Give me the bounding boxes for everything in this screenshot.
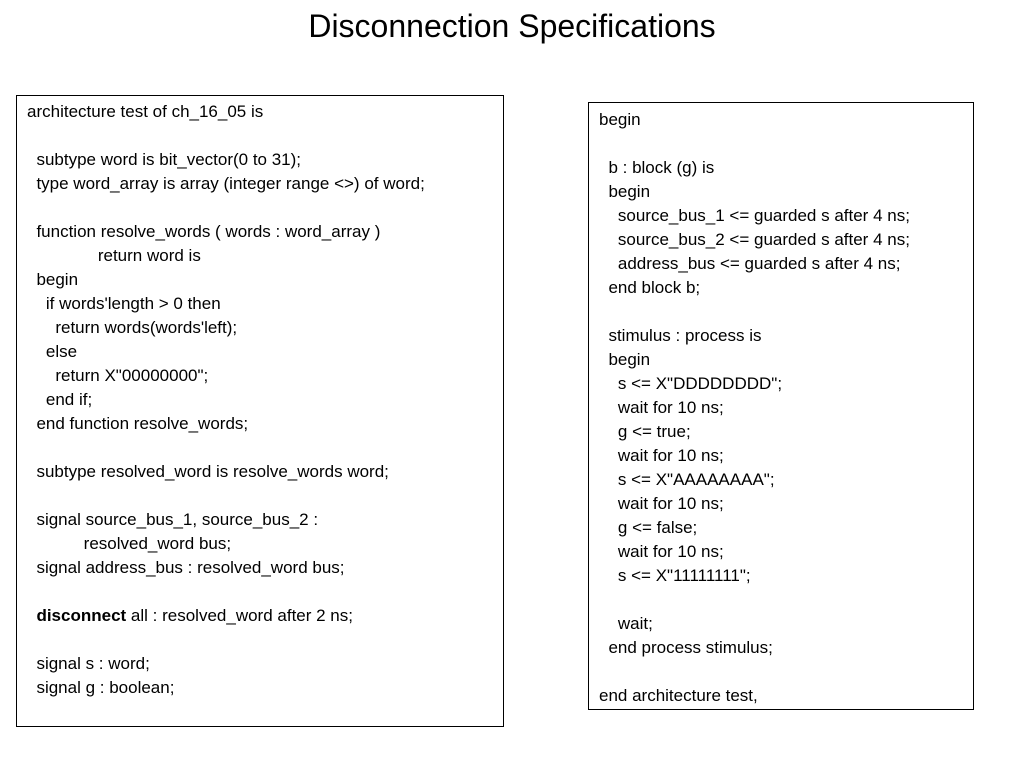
code-line: subtype resolved_word is resolve_words word; bbox=[27, 462, 389, 481]
code-line: signal g : boolean; bbox=[27, 678, 175, 697]
code-line: wait for 10 ns; bbox=[599, 494, 724, 513]
code-line bbox=[27, 196, 503, 220]
code-keyword: disconnect bbox=[36, 606, 127, 625]
code-line: subtype word is bit_vector(0 to 31); bbox=[27, 150, 302, 169]
code-line: stimulus : process is bbox=[599, 326, 762, 345]
code-line: b : block (g) is bbox=[599, 158, 715, 177]
code-line: wait; bbox=[599, 614, 653, 633]
code-line: begin bbox=[599, 110, 641, 129]
code-line bbox=[27, 484, 503, 508]
code-line: s <= X"DDDDDDDD"; bbox=[599, 374, 783, 393]
code-line bbox=[27, 580, 503, 604]
code-line: if words'length > 0 then bbox=[27, 294, 221, 313]
code-line bbox=[27, 628, 503, 652]
code-line: else bbox=[27, 342, 78, 361]
code-line bbox=[599, 132, 973, 156]
code-line: return X"00000000"; bbox=[27, 366, 209, 385]
code-line: function resolve_words ( words : word_array ) bbox=[27, 222, 381, 241]
code-line: return word is bbox=[27, 246, 201, 265]
code-line bbox=[599, 660, 973, 684]
code-line: signal source_bus_1, source_bus_2 : bbox=[27, 510, 319, 529]
code-line: g <= false; bbox=[599, 518, 698, 537]
code-line bbox=[599, 588, 973, 612]
code-line: address_bus <= guarded s after 4 ns; bbox=[599, 254, 901, 273]
code-line: end if; bbox=[27, 390, 93, 409]
code-line: s <= X"AAAAAAAA"; bbox=[599, 470, 775, 489]
code-line: wait for 10 ns; bbox=[599, 446, 724, 465]
code-line bbox=[27, 436, 503, 460]
code-line: end function resolve_words; bbox=[27, 414, 249, 433]
code-line: return words(words'left); bbox=[27, 318, 238, 337]
code-line bbox=[27, 604, 503, 628]
code-line bbox=[27, 124, 503, 148]
code-line: begin bbox=[599, 182, 651, 201]
code-line: resolved_word bus; bbox=[27, 534, 232, 553]
code-line bbox=[599, 300, 973, 324]
code-line: signal address_bus : resolved_word bus; bbox=[27, 558, 345, 577]
code-line: end process stimulus; bbox=[599, 638, 773, 657]
code-line: g <= true; bbox=[599, 422, 691, 441]
code-line: type word_array is array (integer range <>) of word; bbox=[27, 174, 425, 193]
slide-title: Disconnection Specifications bbox=[308, 8, 716, 44]
code-line: architecture test of ch_16_05 is bbox=[27, 102, 264, 121]
code-line-text: all : resolved_word after 2 ns; bbox=[126, 606, 353, 625]
code-line: source_bus_1 <= guarded s after 4 ns; bbox=[599, 206, 910, 225]
code-line: end architecture test, bbox=[599, 686, 758, 705]
code-line: begin bbox=[599, 350, 651, 369]
code-line: s <= X"11111111"; bbox=[599, 566, 751, 585]
code-line: source_bus_2 <= guarded s after 4 ns; bbox=[599, 230, 910, 249]
code-line: wait for 10 ns; bbox=[599, 542, 724, 561]
code-line: end block b; bbox=[599, 278, 701, 297]
code-line: wait for 10 ns; bbox=[599, 398, 724, 417]
architecture-declarations-code-box bbox=[16, 95, 504, 727]
code-line: begin bbox=[27, 270, 79, 289]
architecture-body-code-box bbox=[588, 102, 974, 710]
code-line: signal s : word; bbox=[27, 654, 150, 673]
